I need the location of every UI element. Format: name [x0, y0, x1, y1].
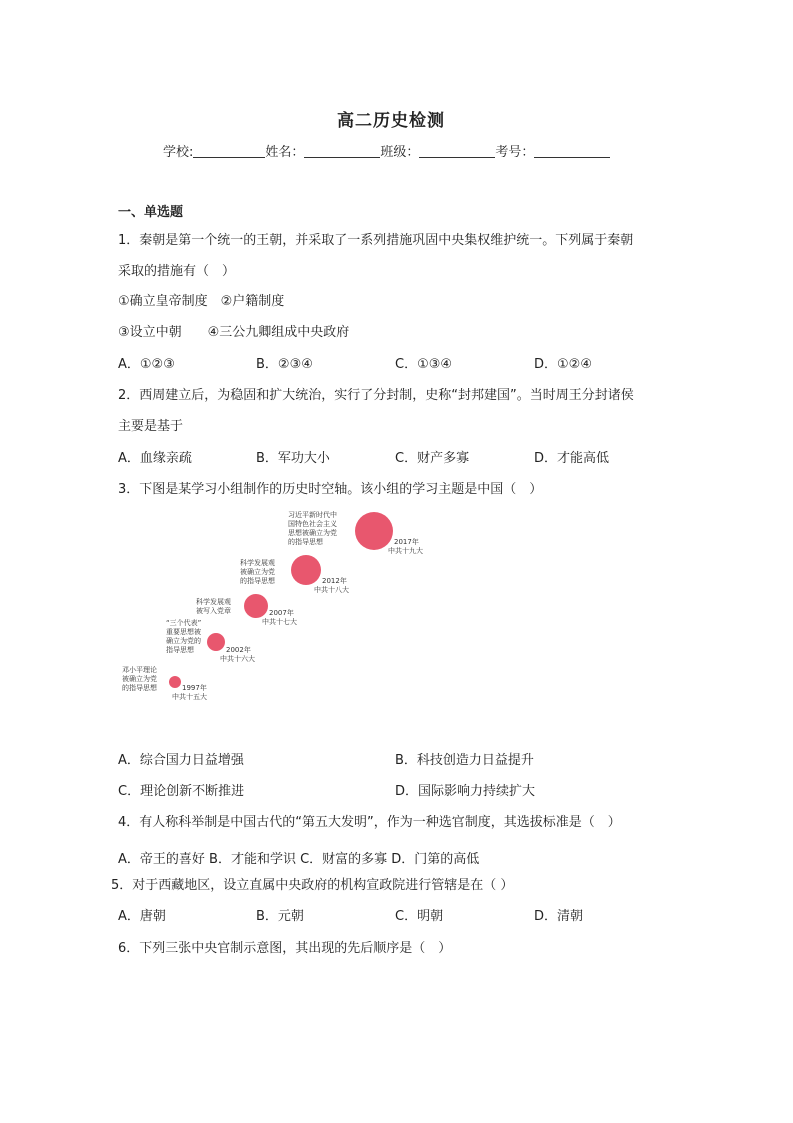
timeline-congress: 中共十九大: [388, 547, 423, 555]
number-blank[interactable]: [534, 145, 610, 158]
q4-stem: 4．有人称科举制是中国古代的“第五大发明”，作为一种选官制度，其选拔标准是（ ）: [118, 815, 621, 830]
timeline-congress: 中共十八大: [314, 586, 349, 594]
q1-option-d[interactable]: D．①②④: [534, 357, 592, 372]
timeline-congress: 中共十五大: [172, 693, 207, 701]
q3-stem: 3．下图是某学习小组制作的历史时空轴。该小组的学习主题是中国（ ）: [118, 482, 543, 497]
q6-stem: 6．下列三张中央官制示意图，其出现的先后顺序是（ ）: [118, 941, 452, 956]
name-label: 姓名：: [265, 145, 305, 160]
timeline-year: 2012年: [322, 577, 347, 585]
q3-option-a[interactable]: A．综合国力日益增强: [118, 753, 244, 768]
school-label: 学校:: [163, 145, 194, 160]
timeline-desc-line: 指导思想: [166, 646, 194, 654]
q3-option-c[interactable]: C．理论创新不断推进: [118, 784, 245, 799]
timeline-desc-line: “三个代表”: [166, 619, 202, 627]
q4-options[interactable]: A．帝王的喜好 B．才能和学识 C．财富的多寡 D．门第的高低: [118, 852, 480, 867]
timeline-desc-line: 重要思想被: [166, 628, 201, 636]
timeline-desc-line: 被确立为党: [240, 568, 275, 576]
timeline-bubble: [169, 676, 181, 688]
q3-option-b[interactable]: B．科技创造力日益提升: [395, 753, 534, 768]
timeline-desc-line: 被确立为党: [122, 675, 157, 683]
history-timeline-figure: [110, 503, 440, 703]
timeline-congress: 中共十六大: [220, 655, 255, 663]
q1-stem-line1: 1．秦朝是第一个统一的王朝，并采取了一系列措施巩固中央集权维护统一。下列属于秦朝: [118, 233, 634, 248]
q2-option-a[interactable]: A．血缘亲疏: [118, 451, 192, 466]
name-blank[interactable]: [304, 145, 380, 158]
q1-item-line1: ①确立皇帝制度 ②户籍制度: [118, 294, 285, 309]
timeline-desc-line: 被写入党章: [196, 607, 231, 615]
q5-option-c[interactable]: C．明朝: [395, 909, 444, 924]
q1-option-c[interactable]: C．①③④: [395, 357, 453, 372]
q1-option-a[interactable]: A．①②③: [118, 357, 175, 372]
timeline-year: 1997年: [182, 684, 207, 692]
section-title: 一、单选题: [118, 205, 184, 220]
q5-option-a[interactable]: A．唐朝: [118, 909, 166, 924]
q5-option-d[interactable]: D．清朝: [534, 909, 584, 924]
timeline-bubble: [207, 633, 225, 651]
timeline-bubble: [291, 555, 321, 585]
q2-stem-line2: 主要是基于: [118, 419, 184, 434]
q2-option-c[interactable]: C．财产多寡: [395, 451, 470, 466]
student-info-row: [163, 141, 610, 160]
q5-option-b[interactable]: B．元朝: [256, 909, 304, 924]
q2-option-d[interactable]: D．才能高低: [534, 451, 610, 466]
timeline-bubble: [244, 594, 268, 618]
timeline-bubble: [355, 512, 393, 550]
q5-stem: 5．对于西藏地区，设立直属中央政府的机构宣政院进行管辖是在（ ）: [111, 878, 514, 893]
q1-option-b[interactable]: B．②③④: [256, 357, 313, 372]
number-label: 考号：: [495, 145, 535, 160]
timeline-congress: 中共十七大: [262, 618, 297, 626]
timeline-desc-line: 的指导思想: [122, 684, 157, 692]
q2-option-b[interactable]: B．军功大小: [256, 451, 330, 466]
q1-stem-line2: 采取的措施有（ ）: [118, 264, 236, 279]
timeline-desc-line: 习近平新时代中: [288, 511, 337, 519]
q2-stem-line1: 2．西周建立后，为稳固和扩大统治，实行了分封制，史称“封邦建国”。当时周王分封诸侯: [118, 388, 634, 403]
timeline-year: 2002年: [226, 646, 251, 654]
timeline-desc-line: 科学发展观: [240, 559, 275, 567]
timeline-desc-line: 确立为党的: [166, 637, 201, 645]
timeline-year: 2017年: [394, 538, 419, 546]
class-blank[interactable]: [419, 145, 495, 158]
timeline-desc-line: 科学发展观: [196, 598, 231, 606]
timeline-desc-line: 的指导思想: [240, 577, 275, 585]
timeline-desc-line: 的指导思想: [288, 538, 323, 546]
class-label: 班级：: [380, 145, 420, 160]
timeline-desc-line: 思想被确立为党: [288, 529, 337, 537]
q3-option-d[interactable]: D．国际影响力持续扩大: [395, 784, 536, 799]
timeline-year: 2007年: [269, 609, 294, 617]
timeline-desc-line: 国特色社会主义: [288, 520, 337, 528]
school-blank[interactable]: [193, 145, 265, 158]
page-title: 高二历史检测: [337, 111, 445, 131]
timeline-desc-line: 邓小平理论: [122, 666, 157, 674]
q1-item-line2: ③设立中朝 ④三公九卿组成中央政府: [118, 325, 350, 340]
